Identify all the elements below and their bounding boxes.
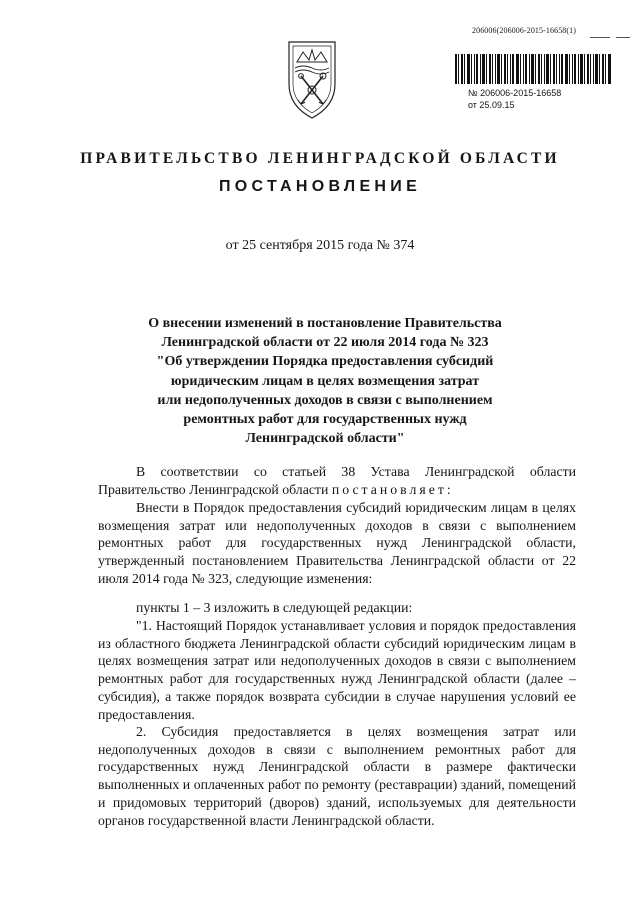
body-paragraph — [98, 617, 576, 723]
body-paragraph — [98, 599, 576, 617]
leningrad-oblast-coat-of-arms-icon — [283, 40, 341, 120]
point-2-paragraph: 2. Субсидия предоставляется в целях возмещения затрат или недополученных доходов в связи с выполнением ремонтных работ для государственных нужд Ленинградской области в размере фактически выполненных и оплаченных работ по ремонту (реставрации) зданий, помещений и придомовых территорий (дворов) зданий, используемых для деятельности органов государственной власти Ленинградской области. — [98, 724, 576, 828]
amendment-paragraph: Внести в Порядок предоставления субсидий юридическим лицам в целях возмещения затрат или недополученных доходов в связи с выполнением ремонтных работ для государственных нужд Ленинградской области, утвержденный постановлением Правительства Ленинградской области от 22 июля 2014 года № 323, следующие изменения: — [98, 500, 576, 586]
body-paragraph — [98, 499, 576, 588]
preamble-text: В соответствии со статьей 38 Устава Ленинградской области Правительство Ленинградской области — [98, 464, 576, 497]
title-line: "Об утверждении Порядка предоставления субсидий — [156, 354, 494, 370]
title-line: или недополученных доходов в связи с выполнением — [157, 392, 493, 408]
registration-number: № 206006-2015-16658 — [468, 88, 562, 98]
points-paragraph: пункты 1 – 3 изложить в следующей редакции: — [136, 600, 413, 615]
decree-title — [130, 314, 520, 448]
point-1-paragraph: "1. Настоящий Порядок устанавливает условия и порядок предоставления из областного бюджета Ленинградской области субсидий юридическим лицам в целях возмещения затрат или недополученных доходов в связи с выполнением ремонтных работ для государственных нужд Ленинградской области (далее – субсидия), а также порядок возврата субсидии в случае нарушения условий ее предоставления. — [98, 618, 576, 722]
title-line: О внесении изменений в постановление Правительства — [148, 316, 502, 331]
document-ref-number: 206006(206006-2015-16658(1) — [472, 26, 577, 35]
body-paragraph — [98, 723, 576, 829]
title-line: Ленинградской области" — [245, 431, 405, 447]
preamble-paragraph — [98, 463, 576, 498]
title-line: Ленинградской области от 22 июля 2014 года № 323 — [161, 335, 489, 351]
registration-date: от 25.09.15 — [468, 100, 515, 110]
barcode-icon — [455, 54, 611, 84]
signature-line-end — [616, 37, 630, 38]
document-type-heading: ПОСТАНОВЛЕНИЕ — [218, 178, 422, 195]
government-heading: ПРАВИТЕЛЬСТВО ЛЕНИНГРАДСКОЙ ОБЛАСТИ — [80, 150, 560, 167]
resolves-word: постановляет: — [331, 481, 454, 497]
decree-date-number: от 25 сентября 2015 года № 374 — [225, 238, 415, 253]
signature-line — [590, 37, 610, 38]
title-line: юридическим лицам в целях возмещения затрат — [170, 373, 480, 389]
title-line: ремонтных работ для государственных нужд — [183, 412, 467, 428]
